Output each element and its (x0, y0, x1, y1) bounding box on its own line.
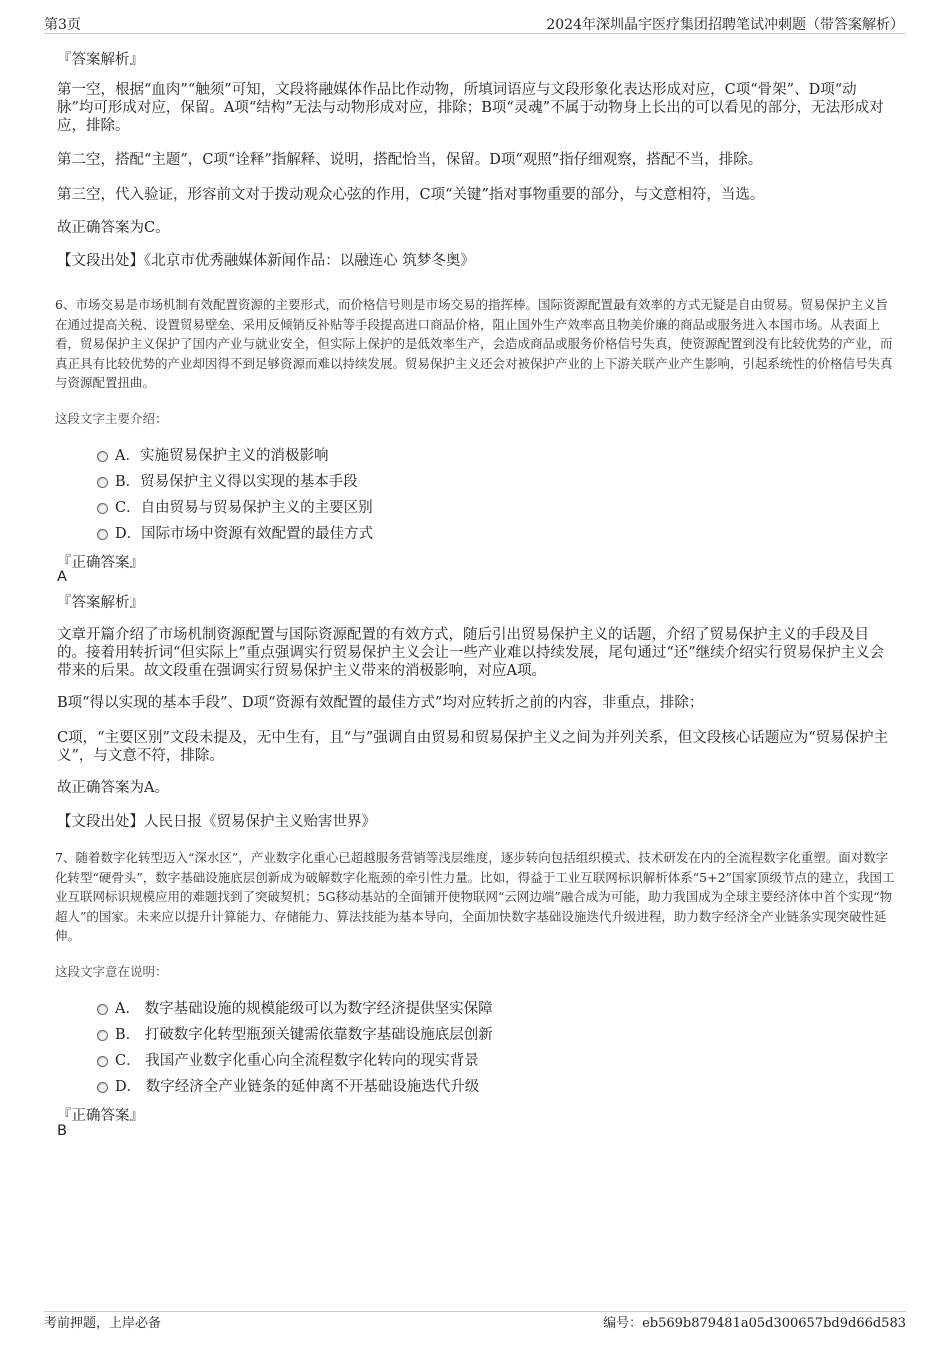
q6-analysis-para-1: 文章开篇介绍了市场机制资源配置与国际资源配置的有效方式，随后引出贸易保护主义的话题，介绍了贸易保护主义的手段及目的。接着用转折词“但实际上”重点强调实行贸易保护主义会让一些产业难以持续发展，尾句通过“还”继续介绍实行贸易保护主义会带来的后果。故文段重在强调实行贸易保护主义带来的消极影响，对应A项。 (57, 627, 885, 679)
document-title: 2024年深圳晶宇医疗集团招聘笔试冲刺题（带答案解析） (546, 17, 904, 33)
q6-conclusion: 故正确答案为A。 (57, 780, 169, 796)
q6-option-a-label: A．实施贸易保护主义的消极影响 (115, 448, 329, 464)
q7-prompt: 这段文字意在说明： (55, 964, 168, 979)
radio-icon[interactable] (97, 1030, 108, 1041)
header-divider (44, 33, 906, 34)
page-number: 第3页 (44, 17, 81, 33)
radio-icon[interactable] (97, 1082, 108, 1093)
radio-icon[interactable] (97, 1004, 108, 1015)
radio-icon[interactable] (97, 529, 108, 540)
q7-answer: B (57, 1123, 67, 1139)
q5-source: 【文段出处】《北京市优秀融媒体新闻作品：以融连心 筑梦冬奥》 (57, 253, 475, 269)
q6-answer-label: 『正确答案』 (57, 555, 144, 571)
q6-analysis-label: 『答案解析』 (57, 595, 144, 611)
q6-analysis-para-3: C项，“主要区别”文段未提及，无中生有，且“与”强调自由贸易和贸易保护主义之间为并列关系，但文段核心话题应为“贸易保护主义”，与文意不符，排除。 (57, 730, 889, 764)
radio-icon[interactable] (97, 451, 108, 462)
q6-source: 【文段出处】人民日报《贸易保护主义贻害世界》 (57, 814, 376, 830)
q5-conclusion: 故正确答案为C。 (57, 220, 170, 236)
q6-prompt: 这段文字主要介绍： (55, 411, 168, 426)
q7-option-c-label: C． 我国产业数字化重心向全流程数字化转向的现实背景 (115, 1053, 479, 1069)
q7-question-text: 7、随着数字化转型迈入“深水区”，产业数字化重心已超越服务营销等浅层维度，逐步转向包括组织模式、技术研发在内的全流程数字化重塑。面对数字化转型“硬骨头”，数字基础设施底层创新成为破解数字化瓶颈的牵引性力量。比如，得益于工业互联网标识解析体系“5+2”国家顶级节点的建立，我国工业互联网标识规模应用的难题找到了突破契机；5G移动基站的全面铺开使物联网“云网边端”融合成为可能，助力我国成为全球主要经济体中首个实现“物超人”的国家。未来应以提升计算能力、存储能力、算法技能为基本导向，全面加快数字基础设施迭代升级进程，助力数字经济全产业链条实现突破性延伸。 (55, 850, 895, 944)
q7-option-d-label: D． 数字经济全产业链条的延伸离不开基础设施迭代升级 (115, 1079, 480, 1095)
radio-icon[interactable] (97, 503, 108, 514)
q6-analysis-para-2: B项“得以实现的基本手段”、D项“资源有效配置的最佳方式”均对应转折之前的内容，非重点，排除； (57, 695, 704, 711)
q5-analysis-para-3: 第三空，代入验证，形容前文对于拨动观众心弦的作用，C项“关键”指对事物重要的部分，与文意相符，当选。 (57, 187, 765, 203)
document-id: 编号：eb569b879481a05d300657bd9d66d583 (603, 1316, 906, 1331)
q5-analysis-para-2: 第二空，搭配“主题”，C项“诠释”指解释、说明，搭配恰当，保留。D项“观照”指仔细观察，搭配不当，排除。 (57, 152, 763, 168)
footer-slogan: 考前押题，上岸必备 (44, 1316, 162, 1331)
q6-question-text: 6、市场交易是市场机制有效配置资源的主要形式，而价格信号则是市场交易的指挥棒。国际资源配置最有效率的方式无疑是自由贸易。贸易保护主义旨在通过提高关税、设置贸易壁垒、采用反倾销反补贴等手段提高进口商品价格，阻止国外生产效率高且物美价廉的商品或服务进入本国市场。从表面上看，贸易保护主义保护了国内产业与就业安全，但实际上保护的是低效率生产，会造成商品或服务价格信号失真，使资源配置到没有比较优势的产业，而真正具有比较优势的产业却因得不到足够资源而难以持续发展。贸易保护主义还会对被保护产业的上下游关联产业产生影响，引起系统性的价格信号失真与资源配置扭曲。 (55, 297, 893, 391)
q7-option-b-label: B． 打破数字化转型瓶颈关键需依靠数字基础设施底层创新 (115, 1027, 493, 1043)
q6-answer: A (57, 569, 67, 585)
q5-analysis-para-1: 第一空，根据“血肉”“触须”可知，文段将融媒体作品比作动物，所填词语应与文段形象化表达形成对应，C项“骨架”、D项“动脉”均可形成对应，保留。A项“结构”无法与动物形成对应，排除；B项“灵魂”不属于动物身上长出的可以看见的部分，无法形成对应，排除。 (57, 82, 884, 134)
q6-option-d-label: D．国际市场中资源有效配置的最佳方式 (115, 526, 374, 542)
q7-option-a-label: A． 数字基础设施的规模能级可以为数字经济提供坚实保障 (115, 1001, 493, 1017)
radio-icon[interactable] (97, 1056, 108, 1067)
radio-icon[interactable] (97, 477, 108, 488)
q6-option-b-label: B．贸易保护主义得以实现的基本手段 (115, 474, 358, 490)
q6-option-c-label: C．自由贸易与贸易保护主义的主要区别 (115, 500, 373, 516)
q7-answer-label: 『正确答案』 (57, 1108, 144, 1124)
q5-analysis-label: 『答案解析』 (57, 52, 144, 68)
